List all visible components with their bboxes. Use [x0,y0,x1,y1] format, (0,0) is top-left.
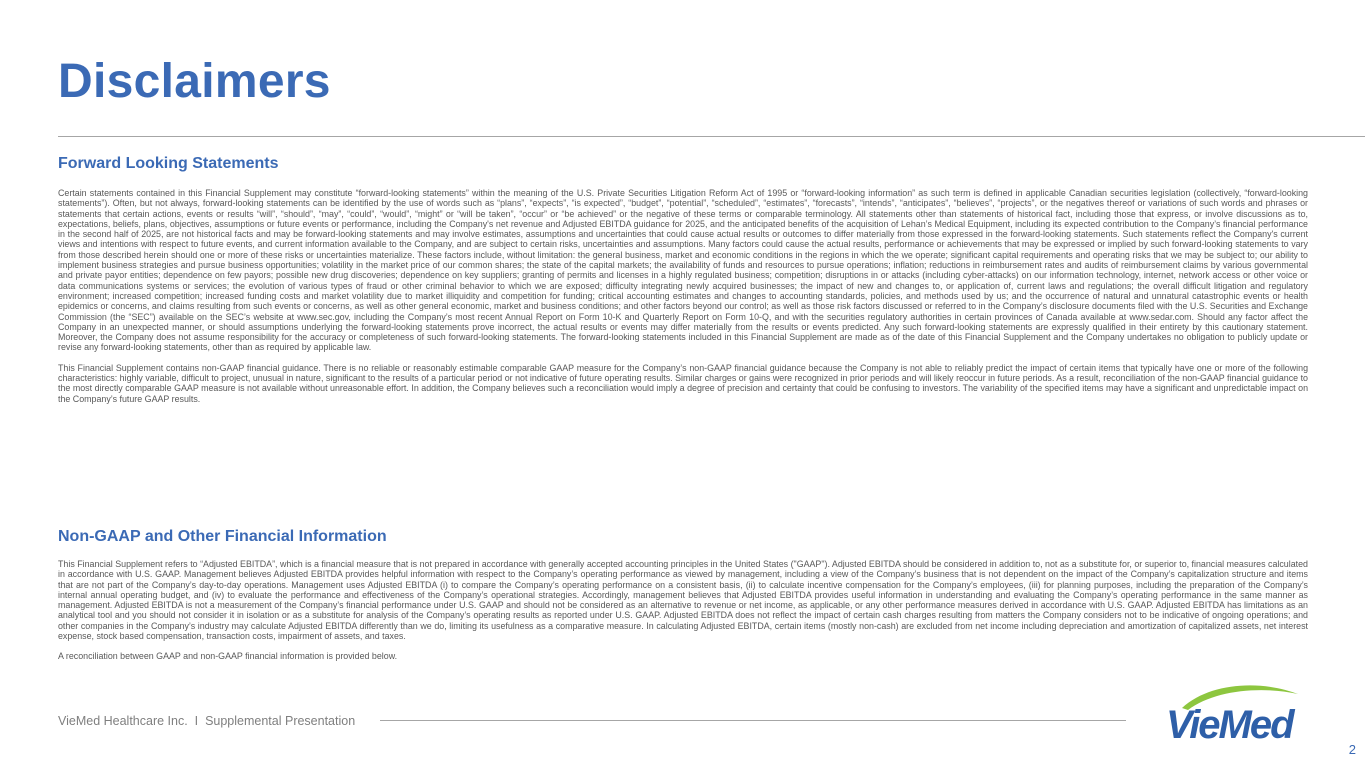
page-title: Disclaimers [58,55,331,108]
forward-looking-paragraph-2: This Financial Supplement contains non-GAAP financial guidance. There is no reliable or reasonably estimable comparable GAAP measure for the Company’s non-GAAP financial guidance because the Company is not able to reliably predict the impact of certain items that typically have one or more of the following characteristics: highly variable, difficult to project, unusual in nature, significant to the results of a particular period or not indicative of future operating results. Similar charges or gains were recognized in prior periods and will likely reoccur in future periods. As a result, reconciliation of the non-GAAP financial guidance to the most directly comparable GAAP measure is not available without unreasonable effort. In addition, the Company believes such a reconciliation would imply a degree of precision and certainty that could be confusing to investors. The variability of the specified items may have a significant and unpredictable impact on the Company’s future GAAP results. [58,362,1308,404]
forward-looking-body [58,188,1308,404]
title-divider [58,136,1365,137]
non-gaap-paragraph-1: This Financial Supplement refers to “Adjusted EBITDA”, which is a financial measure that is not prepared in accordance with generally accepted accounting principles in the United States ("GAAP"). Adjusted EBITDA should be considered in addition to, not as a substitute for, or superior to, financial measures calculated in accordance with U.S. GAAP. Management believes Adjusted EBITDA provides helpful information with respect to the Company’s operating performance as viewed by management, including a view of the Company’s business that is not dependent on the impact of the Company’s capitalization structure and items that are not part of the Company’s day-to-day operations. Management uses Adjusted EBITDA (i) to compare the Company’s operating performance on a consistent basis, (ii) to calculate incentive compensation for the Company’s employees, (iii) for planning purposes, including the preparation of the Company’s internal annual operating budget, and (iv) to evaluate the performance and effectiveness of the Company’s operational strategies. Accordingly, management believes that Adjusted EBITDA provides useful information in understanding and evaluating the Company’s operating performance in the same manner as management. Adjusted EBITDA is not a measurement of the Company’s financial performance under U.S. GAAP and should not be considered as an alternative to revenue or net income, as applicable, or any other performance measures derived in accordance with U.S. GAAP. Adjusted EBITDA has limitations as an analytical tool and you should not consider it in isolation or as a substitute for analysis of the Company’s operating results as reported under U.S. GAAP. Adjusted EBITDA does not reflect the impact of certain cash charges resulting from matters the Company considers not to be indicative of ongoing operations; and other companies in the Company’s industry may calculate Adjusted EBITDA differently than we do, limiting its usefulness as a comparative measure. In calculating Adjusted EBITDA, certain items (mostly non-cash) are excluded from net income including depreciation and amortization of capitalized assets, net interest expense, stock based compensation, transaction costs, impairment of assets, and taxes. [58,559,1308,642]
logo-wordmark: VieMed [1166,703,1293,742]
non-gaap-heading: Non-GAAP and Other Financial Information [58,528,387,545]
page-number: 2 [1348,742,1356,757]
forward-looking-paragraph-1: Certain statements contained in this Financial Supplement may constitute “forward-looking statements” within the meaning of the U.S. Private Securities Litigation Reform Act of 1995 or “forward-looking information” as such term is defined in applicable Canadian securities legislation (collectively, “forward-looking statements”). Often, but not always, forward-looking statements can be identified by the use of words such as “plans”, “expects”, “is expected”, “budget”, “potential”, “scheduled”, “estimates”, “forecasts”, “intends”, “anticipates”, “believes”, “projects”, or the negatives thereof or variations of such words and phrases or statements that certain actions, events or results “will”, “should”, “may”, “could”, “would”, “might” or “will be taken”, “occur” or “be achieved” or the negative of these terms or comparable terminology. All statements other than statements of historical fact, including those that express, or involve discussions as to, expectations, beliefs, plans, objectives, assumptions or future events or performance, including the Company's net revenue and Adjusted EBITDA guidance for 2025, and the anticipated benefits of the acquisition of Lehan’s Medical Equipment, including its expected contribution to the Company’s financial performance in the second half of 2025, are not historical facts and may be forward-looking statements and may involve estimates, assumptions and uncertainties that could cause actual results or outcomes to differ materially from those expressed in the forward-looking statements. Such statements reflect the Company's current views and intentions with respect to future events, and current information available to the Company, and are subject to certain risks, uncertainties and assumptions. Many factors could cause the actual results, performance or achievements that may be expressed or implied by such forward-looking statements to vary from those described herein should one or more of these risks or uncertainties materialize. These factors include, without limitation: the general business, market and economic conditions in the regions in which the we operate; significant capital requirements and operating risks that we may be subject to; our ability to implement business strategies and pursue business opportunities; volatility in the market price of our common shares; the state of the capital markets; the availability of funds and resources to pursue operations; inflation; reductions in reimbursement rates and audits of reimbursement claims by various governmental and private payor entities; dependence on few payors; possible new drug discoveries; dependence on key suppliers; granting of permits and licenses in a highly regulated business; competition; disruptions in or attacks (including cyber-attacks) on our information technology, internet, network access or other voice or data communications systems or services; the evolution of various types of fraud or other criminal behavior to which we are exposed; difficulty integrating newly acquired businesses; the impact of new and changes to, or application of, current laws and regulations; the overall difficult litigation and regulatory environment; increased competition; increased funding costs and market volatility due to market illiquidity and competition for funding; critical accounting estimates and changes to accounting standards, policies, and methods used by us; and the occurrence of natural and unnatural catastrophic events or health epidemics or concerns, and claims resulting from such events or concerns, as well as other general economic, market and business conditions; and other factors beyond our control; as well as those risk factors discussed or referred to in the Company’s disclosure documents filed with the U.S. Securities and Exchange Commission (the “SEC”) available on the SEC’s website at www.sec.gov, including the Company’s most recent Annual Report on Form 10-K and Quarterly Report on Form 10-Q, and with the securities regulatory authorities in certain provinces of Canada available at www.sedar.com. Should any factor affect the Company in an unexpected manner, or should assumptions underlying the forward-looking statements prove incorrect, the actual results or events may differ materially from the results or events predicted. Any such forward-looking statements are expressly qualified in their entirety by this cautionary statement. Moreover, the Company does not assume responsibility for the accuracy or completeness of such forward-looking statements. The forward-looking statements included in this Financial Supplement are made as of the date of this Financial Supplement and the Company undertakes no obligation to publicly update or revise any forward-looking statements, other than as required by applicable law. [58,188,1308,353]
forward-looking-heading: Forward Looking Statements [58,155,279,172]
non-gaap-body [58,559,1308,662]
footer-label: VieMed Healthcare Inc. I Supplemental Presentation [58,714,356,728]
footer-divider [380,720,1126,721]
non-gaap-paragraph-2: A reconciliation between GAAP and non-GAAP financial information is provided below. [58,651,398,662]
viemed-logo [1158,684,1308,742]
